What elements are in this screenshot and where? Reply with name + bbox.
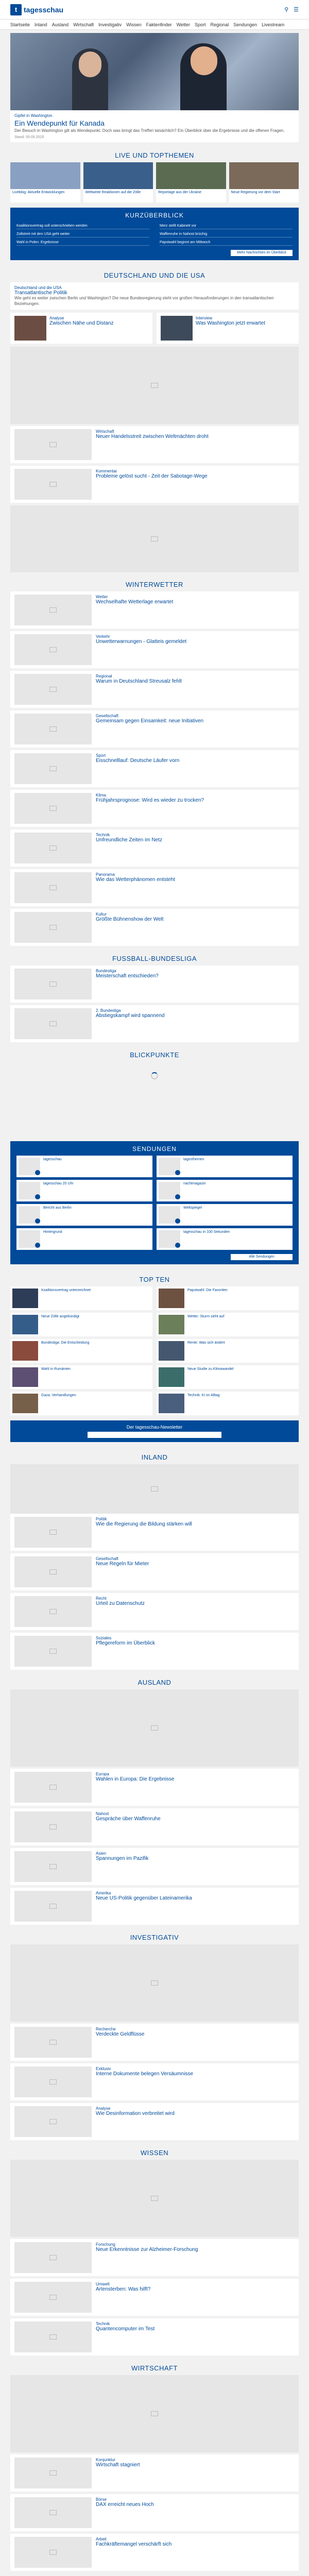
list-item[interactable] (10, 909, 299, 946)
headline[interactable]: Neue Regeln für Mieter (96, 1561, 149, 1567)
nav-item[interactable]: Investigativ (98, 22, 122, 27)
image-placeholder-icon (49, 1569, 57, 1574)
kurzueberblick-title: KURZÜBERBLICK (125, 211, 184, 219)
hero-article[interactable] (10, 110, 299, 142)
image-placeholder-icon (49, 1609, 57, 1614)
headline[interactable]: Wie die Regierung die Bildung stärken will (96, 1521, 192, 1528)
topten-image (159, 1315, 184, 1334)
headline[interactable]: Wie Desinformation verbreitet wird (96, 2111, 175, 2117)
article-image (14, 1636, 92, 1667)
topten-image (12, 1394, 38, 1413)
image-placeholder-icon (49, 845, 57, 851)
article-image (14, 595, 92, 625)
image-placeholder-icon (49, 1864, 57, 1869)
sendungen-title: SENDUNGEN (132, 1145, 177, 1153)
section-topten[interactable]: TOP TEN (139, 1276, 170, 1284)
list-item[interactable] (10, 591, 299, 629)
nav-item[interactable]: Inland (35, 22, 47, 27)
list-item[interactable] (10, 1633, 299, 1670)
list-item[interactable] (10, 2318, 299, 2355)
section-wirtschaft[interactable]: WIRTSCHAFT (131, 2364, 178, 2372)
topten-card[interactable] (10, 1365, 152, 1389)
topten-card[interactable] (10, 1313, 152, 1336)
kurz-item[interactable]: Merz stellt Kabinett vor (160, 223, 293, 229)
section-marktbericht[interactable] (10, 2573, 299, 2576)
kicker: Bundesliga (96, 969, 116, 974)
hero-image[interactable] (10, 33, 299, 110)
image-placeholder-icon (49, 607, 57, 613)
article-image (14, 1008, 92, 1039)
newsletter-input[interactable] (88, 1432, 221, 1438)
topten-card[interactable] (157, 1392, 299, 1415)
nav-item[interactable]: Faktenfinder (146, 22, 172, 27)
kicker: Panorama (96, 872, 115, 877)
kicker: Wirtschaft (96, 429, 114, 434)
kicker: Analyse (96, 2106, 111, 2111)
hero-meta: Stand: 05.05.2025 (14, 135, 44, 139)
sendung-title[interactable]: tagesthemen (183, 1158, 204, 1162)
section-blickpunkte[interactable]: BLICKPUNKTE (130, 1051, 179, 1059)
menu-icon[interactable]: ☰ (294, 7, 299, 13)
headline[interactable]: Probleme gelöst sucht - Zeit der Sabotage-Wege (96, 473, 208, 480)
inland-hero-image[interactable] (10, 1464, 299, 1514)
list-item[interactable] (10, 2534, 299, 2571)
logo-mark: t (10, 4, 22, 15)
kurz-item[interactable]: Koalitionsvertrag soll unterschrieben werden (16, 223, 149, 229)
article-image (14, 2458, 92, 2488)
image-placeholder-icon (151, 1725, 158, 1731)
article-image (14, 1556, 92, 1587)
sendung-title[interactable]: nachtmagazin (183, 1182, 206, 1186)
image-placeholder-icon (49, 1530, 57, 1535)
sendung-card[interactable] (16, 1180, 152, 1201)
article-image (14, 2537, 92, 2568)
live-row (10, 162, 299, 202)
kicker: Deutschland und die USA (14, 285, 62, 290)
article-image (14, 674, 92, 705)
image-placeholder-icon (49, 766, 57, 771)
headline[interactable]: Neue Erkenntnisse zur Alzheimer-Forschung (96, 2247, 198, 2253)
list-item[interactable] (10, 710, 299, 748)
sendung-title[interactable]: Hintergrund (43, 1230, 62, 1234)
article-image (14, 793, 92, 824)
headline[interactable]: Verdeckte Geldflüsse (96, 2031, 145, 2038)
nav-item[interactable]: Wissen (126, 22, 142, 27)
list-item[interactable] (10, 2454, 299, 2492)
live-tile[interactable] (229, 162, 299, 202)
topten-title[interactable]: Rente: Was sich ändert (187, 1341, 225, 1345)
de-usa-main[interactable] (10, 282, 299, 310)
image-placeholder-icon (49, 1824, 57, 1829)
headline[interactable]: Artensterben: Was hilft? (96, 2286, 151, 2293)
list-item[interactable] (10, 1808, 299, 1845)
headline[interactable]: Wirtschaft stagniert (96, 2462, 140, 2468)
sendung-card[interactable] (157, 1156, 293, 1177)
logo[interactable] (10, 4, 63, 15)
article-image (14, 1596, 92, 1627)
kicker: 2. Bundesliga (96, 1008, 121, 1013)
article-image (14, 912, 92, 943)
list-item[interactable] (10, 2239, 299, 2276)
image-placeholder-icon (49, 2470, 57, 2476)
topten-card[interactable] (10, 1286, 152, 1310)
article-image (14, 2321, 92, 2352)
nav-item[interactable]: Regional (210, 22, 229, 27)
headline[interactable]: Transatlantische Politik (14, 290, 67, 296)
kicker: Soziales (96, 1636, 112, 1641)
kicker: Kultur (96, 912, 107, 917)
topten-image (12, 1315, 38, 1334)
headline[interactable]: DAX erreicht neues Hoch (96, 2502, 154, 2508)
headline[interactable]: Größte Bühnenshow der Welt (96, 917, 164, 923)
kicker: Gesellschaft (96, 1556, 119, 1562)
image-placeholder-icon (151, 2411, 158, 2416)
section-live[interactable]: LIVE UND TOPTHEMEN (115, 151, 194, 159)
topten-card[interactable] (157, 1339, 299, 1363)
image-placeholder-icon (49, 1785, 57, 1790)
topten-image (159, 1367, 184, 1387)
kicker: Analyse (49, 316, 64, 321)
topten-card[interactable] (157, 1365, 299, 1389)
headline[interactable]: Neue US-Politik gegenüber Lateinamerika (96, 1895, 192, 1902)
hero-kicker: Gipfel in Washington (14, 113, 53, 118)
kicker: Regional (96, 674, 112, 679)
article-image[interactable] (10, 2160, 299, 2237)
image-placeholder-icon (49, 1021, 57, 1026)
article-image (14, 469, 92, 500)
image-placeholder-icon (49, 2550, 57, 2555)
article-image (14, 969, 92, 999)
kicker: Forschung (96, 2242, 115, 2247)
kicker: Kommentar (96, 469, 117, 474)
kicker: Konjunktur (96, 2458, 116, 2463)
teaser: Wie geht es weiter zwischen Berlin und Washington? Die neue Bundesregierung steht vor großen Herausforderungen in den transatlantischen Beziehungen. (14, 295, 274, 306)
section-ausland[interactable]: AUSLAND (138, 1679, 171, 1687)
article-image[interactable] (10, 1689, 299, 1767)
headline[interactable]: Unfreundliche Zeiten im Netz (96, 837, 162, 843)
kicker: Exklusiv (96, 2066, 111, 2072)
list-item[interactable] (10, 631, 299, 668)
image-placeholder-icon (49, 925, 57, 930)
kurz-item[interactable]: Papstwahl beginnt am Mittwoch (160, 240, 293, 246)
kurz-item[interactable]: Waffenruhe in Nahost brüchig (160, 231, 293, 238)
image-placeholder-icon (49, 2119, 57, 2124)
live-tile-label[interactable]: Liveblog: Aktuelle Entwicklungen (12, 190, 65, 194)
kicker: Asien (96, 1851, 107, 1856)
kurz-item[interactable]: Wahl in Polen: Ergebnisse (16, 240, 149, 246)
logo-text: tagesschau (24, 5, 64, 14)
topten-title[interactable]: Wetter: Sturm zieht auf (187, 1315, 225, 1319)
headline[interactable]: Neuer Handelsstreit zwischen Weltmächten droht (96, 434, 209, 440)
article-image (14, 2066, 92, 2097)
list-item[interactable] (10, 1005, 299, 1042)
nav-item[interactable]: Wirtschaft (73, 22, 94, 27)
loading-spinner (151, 1072, 158, 1079)
kurz-more-button[interactable]: Mehr Nachrichten im Überblick (231, 250, 293, 256)
article-image (14, 1851, 92, 1882)
section-de-usa[interactable]: DEUTSCHLAND UND DIE USA (104, 271, 205, 279)
kurz-item[interactable]: Zollstreit mit den USA geht weiter (16, 231, 149, 238)
de-usa-small-1[interactable] (10, 313, 152, 344)
sendung-title[interactable]: tagesschau in 100 Sekunden (183, 1230, 230, 1234)
section-investigativ[interactable]: INVESTIGATIV (130, 1934, 179, 1942)
article-image (14, 1772, 92, 1803)
newsletter-title: Der tagesschau-Newsletter (126, 1425, 183, 1430)
live-tile[interactable] (83, 162, 153, 202)
topten-image (159, 1394, 184, 1413)
article-image (14, 714, 92, 744)
live-tile-label[interactable]: Neue Regierung vor dem Start (231, 190, 280, 194)
image-placeholder-icon (151, 1980, 158, 1986)
live-tile[interactable] (156, 162, 226, 202)
ad-placeholder (10, 505, 299, 572)
headline[interactable]: Fachkräftemangel verschärft sich (96, 2541, 172, 2548)
image-placeholder-icon (151, 383, 158, 388)
image-placeholder-icon (49, 2255, 57, 2260)
sendung-card[interactable] (157, 1228, 293, 1250)
list-item[interactable] (10, 2024, 299, 2061)
article-image (14, 2282, 92, 2313)
headline[interactable]: Frühjahrsprognose: Wird es wieder zu trocken? (96, 798, 204, 804)
article-image (14, 2497, 92, 2528)
image-placeholder-icon (49, 981, 57, 987)
list-item[interactable] (10, 1888, 299, 1925)
topten-card[interactable] (157, 1313, 299, 1336)
kicker: Technik (96, 833, 110, 838)
headline[interactable]: Gespräche über Waffenruhe (96, 1816, 161, 1822)
headline[interactable]: Gemeinsam gegen Einsamkeit: neue Initiativen (96, 718, 204, 724)
list-item[interactable] (10, 1514, 299, 1551)
main-nav (0, 20, 309, 30)
sendungen-more-button[interactable]: Alle Sendungen (231, 1254, 293, 1260)
section-inland[interactable]: INLAND (141, 1453, 168, 1462)
list-item[interactable] (10, 829, 299, 867)
nav-item[interactable]: Ausland (52, 22, 69, 27)
section-wissen[interactable]: WISSEN (140, 2149, 169, 2157)
live-tile-image (229, 162, 299, 189)
de-usa-small-2[interactable] (157, 313, 299, 344)
kicker: Arbeit (96, 2537, 107, 2542)
list-item[interactable] (10, 1553, 299, 1590)
article-image[interactable] (10, 347, 299, 424)
topten-card[interactable] (10, 1339, 152, 1363)
kicker: Interview (196, 316, 213, 321)
kicker: Recht (96, 1596, 107, 1601)
image-placeholder-icon (49, 442, 57, 447)
kicker: Politik (96, 1517, 107, 1522)
image-placeholder-icon (49, 647, 57, 652)
list-item[interactable] (10, 671, 299, 708)
newsletter-banner (10, 1420, 299, 1442)
top-bar-actions (284, 6, 299, 13)
section-winter[interactable]: WINTERWETTER (126, 581, 183, 589)
topten-title[interactable]: Gaza: Verhandlungen (41, 1394, 76, 1398)
kicker: Wetter (96, 595, 108, 600)
image-placeholder-icon (49, 2079, 57, 2084)
sendungen-box (10, 1141, 299, 1264)
sendung-title[interactable]: tagesschau (43, 1158, 62, 1162)
list-item[interactable] (10, 1769, 299, 1806)
article-image (14, 2106, 92, 2137)
nav-item[interactable]: Wetter (176, 22, 191, 27)
article-image[interactable] (10, 2375, 299, 2452)
list-item[interactable] (10, 1848, 299, 1885)
kurzueberblick-box (10, 208, 299, 260)
image-placeholder-icon (49, 2334, 57, 2340)
list-item[interactable] (10, 2279, 299, 2316)
headline[interactable]: Pflegereform im Überblick (96, 1640, 156, 1647)
image-placeholder-icon (49, 482, 57, 487)
list-item[interactable] (10, 2494, 299, 2531)
kicker: Nahost (96, 1811, 109, 1817)
live-tile-label[interactable]: Weltweite Reaktionen auf die Zölle (85, 190, 141, 194)
topten-image (12, 1341, 38, 1361)
nav-item[interactable]: Startseite (10, 22, 30, 27)
list-item[interactable] (10, 2063, 299, 2100)
topten-image (12, 1289, 38, 1308)
list-item[interactable] (10, 965, 299, 1003)
nav-item[interactable]: Livestream (262, 22, 285, 27)
article-image (14, 2027, 92, 2058)
article-image (14, 1517, 92, 1548)
topten-title[interactable]: Papstwahl: Die Favoriten (187, 1289, 228, 1293)
image-placeholder-icon (49, 806, 57, 811)
topten-image (159, 1341, 184, 1361)
headline[interactable]: Warum in Deutschland Streusalz fehlt (96, 679, 182, 685)
article-image[interactable] (10, 1944, 299, 2022)
headline[interactable]: Interne Dokumente belegen Versäumnisse (96, 2071, 194, 2077)
article-image (161, 316, 193, 341)
image-placeholder-icon (49, 726, 57, 732)
headline[interactable]: Urteil zu Datenschutz (96, 1601, 145, 1607)
sendung-title[interactable]: Bericht aus Berlin (43, 1206, 72, 1210)
live-tile-image (10, 162, 80, 189)
hero-teaser: Der Besuch in Washington gilt als Wendepunkt. Doch was bringt das Treffen tatsächlich? Ein Überblick über die Ergebnisse und die offenen Fragen. (14, 128, 285, 133)
article-image (14, 1891, 92, 1922)
sendung-card[interactable] (16, 1156, 152, 1177)
nav-item[interactable]: Sendungen (233, 22, 258, 27)
headline[interactable]: Abstiegskampf wird spannend (96, 1013, 165, 1019)
list-item[interactable] (10, 869, 299, 906)
list-item[interactable] (10, 750, 299, 787)
headline[interactable]: Meisterschaft entschieden? (96, 973, 159, 979)
headline[interactable]: Eisschnelllauf: Deutsche Läufer vorn (96, 758, 180, 764)
search-icon[interactable]: ⚲ (284, 7, 289, 13)
top-bar (0, 0, 309, 20)
kicker: Verkehr (96, 634, 110, 639)
kicker: Sport (96, 753, 106, 758)
nav-item[interactable]: Sport (195, 22, 206, 27)
topten-title[interactable]: Bundesliga: Die Entscheidung (41, 1341, 90, 1345)
article-image (14, 2242, 92, 2273)
image-placeholder-icon (49, 1904, 57, 1909)
live-tile-image (156, 162, 226, 189)
sendung-title[interactable]: tagesschau 20 Uhr (43, 1182, 74, 1186)
image-placeholder-icon (49, 1649, 57, 1654)
sendung-card[interactable] (157, 1204, 293, 1226)
list-item[interactable] (10, 466, 299, 503)
topten-image (159, 1289, 184, 1308)
image-placeholder-icon (49, 885, 57, 890)
image-placeholder-icon (49, 2510, 57, 2515)
topten-title[interactable]: Technik: KI im Alltag (187, 1394, 220, 1398)
article-image (14, 634, 92, 665)
list-item[interactable] (10, 426, 299, 463)
image-placeholder-icon (151, 2196, 158, 2201)
headline[interactable]: Zwischen Nähe und Distanz (49, 320, 114, 327)
article-image (14, 429, 92, 460)
headline[interactable]: Was Washington jetzt erwartet (196, 320, 265, 327)
headline[interactable]: Wie das Wetterphänomen entsteht (96, 877, 175, 883)
image-placeholder-icon (49, 2040, 57, 2045)
sendung-card[interactable] (16, 1204, 152, 1226)
image-placeholder-icon (49, 2295, 57, 2300)
section-fussball[interactable]: FUSSBALL-BUNDESLIGA (112, 955, 197, 963)
kicker: Technik (96, 2321, 110, 2327)
live-tile-image (83, 162, 153, 189)
topten-title[interactable]: Wahl in Rumänien (41, 1367, 71, 1371)
sendung-title[interactable]: Weltspiegel (183, 1206, 202, 1210)
topten-card[interactable] (10, 1392, 152, 1415)
kicker: Umwelt (96, 2282, 110, 2287)
image-placeholder-icon (49, 687, 57, 692)
kicker: Europa (96, 1772, 109, 1777)
kicker: Recherche (96, 2027, 116, 2032)
article-image (14, 316, 46, 341)
article-image (14, 1811, 92, 1842)
kicker: Klima (96, 793, 107, 798)
headline[interactable]: Wahlen in Europa: Die Ergebnisse (96, 1776, 175, 1783)
list-item[interactable] (10, 790, 299, 827)
topten-card[interactable] (157, 1286, 299, 1310)
headline[interactable]: Wechselhafte Wetterlage erwartet (96, 599, 174, 605)
sendung-card[interactable] (157, 1180, 293, 1201)
topten-title[interactable]: Neue Studie zu Klimawandel (187, 1367, 234, 1371)
article-image (14, 872, 92, 903)
headline[interactable]: Spannungen im Pazifik (96, 1856, 149, 1862)
article-image (14, 753, 92, 784)
topten-title[interactable]: Koalitionsvertrag unterzeichnet (41, 1289, 91, 1293)
live-tile-label[interactable]: Reportage aus der Ukraine (158, 190, 202, 194)
article-image (14, 833, 92, 863)
topten-image (12, 1367, 38, 1387)
headline[interactable]: Quantencomputer im Test (96, 2326, 155, 2332)
kicker: Gesellschaft (96, 714, 119, 719)
kicker: Amerika (96, 1891, 111, 1896)
headline[interactable]: Unwetterwarnungen - Glatteis gemeldet (96, 639, 187, 645)
kicker: Börse (96, 2497, 107, 2502)
list-item[interactable] (10, 1593, 299, 1630)
topten-title[interactable]: Neue Zölle angekündigt (41, 1315, 79, 1319)
sendung-card[interactable] (16, 1228, 152, 1250)
live-tile[interactable] (10, 162, 80, 202)
list-item[interactable] (10, 2103, 299, 2140)
hero-headline[interactable]: Ein Wendepunkt für Kanada (14, 119, 105, 127)
